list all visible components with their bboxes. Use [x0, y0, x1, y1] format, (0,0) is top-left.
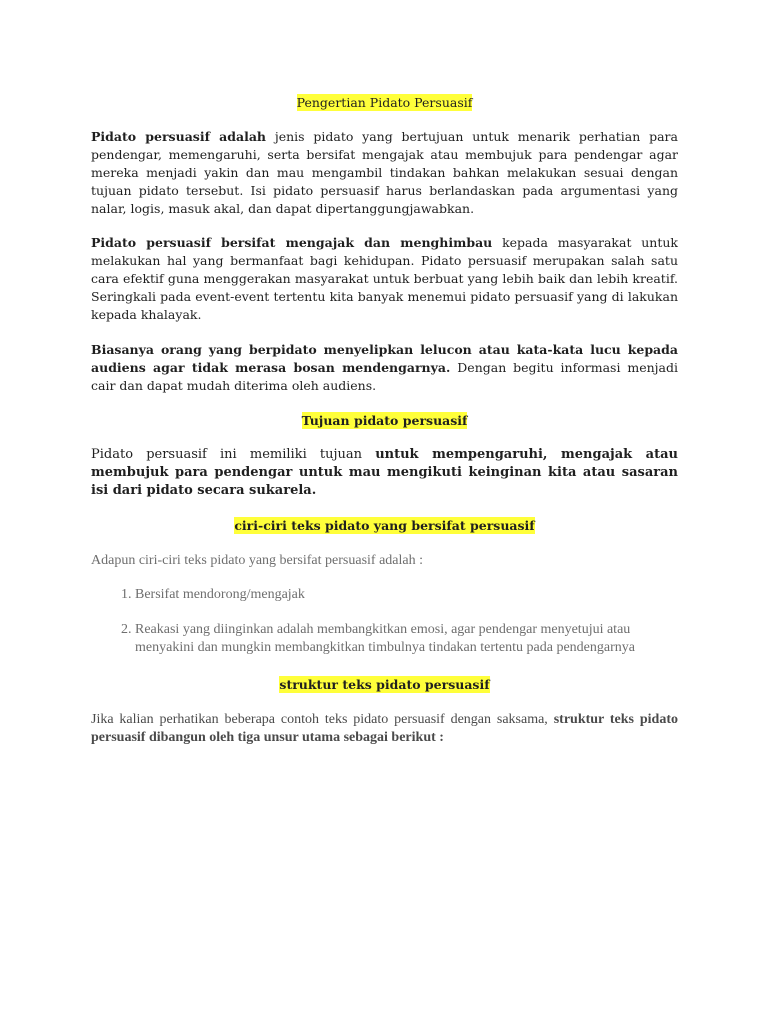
- paragraph-definition: [91, 128, 678, 218]
- paragraph-humor-text: Dengan begitu informasi menjadi cair dan dapat mudah diterima oleh audiens.: [91, 360, 678, 393]
- paragraph-humor: [91, 341, 678, 395]
- heading-tujuan: [91, 412, 678, 430]
- paragraph-struktur-bold: struktur teks pidato persuasif dibangun oleh tiga unsur utama sebagai berikut :: [91, 712, 679, 745]
- heading-pengertian: [91, 94, 678, 112]
- paragraph-tujuan-lead: Pidato persuasif ini memiliki tujuan: [91, 447, 376, 462]
- paragraph-humor-bold: Biasanya orang yang berpidato menyelipkan lelucon atau kata-kata lucu kepada audiens agar tidak merasa bosan mendengarnya.: [91, 342, 678, 375]
- heading-struktur: [91, 676, 678, 694]
- heading-struktur-text: struktur teks pidato persuasif: [279, 677, 490, 692]
- paragraph-struktur: [91, 711, 678, 747]
- paragraph-nature-bold: Pidato persuasif bersifat mengajak dan menghimbau: [91, 235, 493, 250]
- heading-tujuan-text: Tujuan pidato persuasif: [301, 413, 468, 428]
- paragraph-definition-text: jenis pidato yang bertujuan untuk menarik perhatian para pendengar, memengaruhi, serta bersifat mengajak atau membujuk para pendengar agar mereka menjadi yakin dan mau mengambil tindakan bahkan melakukan sesuai dengan tujuan pidato tersebut. Isi pidato persuasif harus berlandaskan pada argumentasi yang nalar, logis, masuk akal, dan dapat dipertanggungjawabkan.: [91, 129, 678, 216]
- list-item: 2. Reakasi yang diinginkan adalah membangkitkan emosi, agar pendengar menyetujui atau menyakini dan mungkin membangkitkan timbulnya tindakan tertentu pada pendengarnya: [135, 621, 678, 657]
- heading-pengertian-text: Pengertian Pidato Persuasif: [296, 95, 473, 110]
- paragraph-definition-bold: Pidato persuasif adalah: [91, 129, 267, 144]
- paragraph-nature-text: kepada masyarakat untuk melakukan hal yang bermanfaat bagi kehidupan. Pidato persuasif merupakan salah satu cara efektif guna menggerakan masyarakat untuk berbuat yang lebih baik dan lebih kreatif. Seringkali pada event-event tertentu kita banyak menemui pidato persuasif yang di lakukan kepada khalayak.: [91, 235, 679, 322]
- heading-ciri: [91, 517, 678, 535]
- paragraph-ciri-intro: Adapun ciri-ciri teks pidato yang bersifat persuasif adalah :: [91, 553, 423, 568]
- paragraph-tujuan-bold: untuk mempengaruhi, mengajak atau membujuk para pendengar untuk mau mengikuti keinginan kita atau sasaran isi dari pidato secara sukarela.: [91, 447, 678, 498]
- ciri-list: [91, 586, 678, 657]
- paragraph-nature: [91, 234, 678, 324]
- heading-ciri-text: ciri-ciri teks pidato yang bersifat persuasif: [234, 518, 535, 533]
- paragraph-struktur-lead: Jika kalian perhatikan beberapa contoh teks pidato persuasif dengan saksama,: [91, 712, 554, 727]
- paragraph-tujuan: [91, 446, 678, 500]
- list-item: 1. Bersifat mendorong/mengajak: [135, 586, 678, 604]
